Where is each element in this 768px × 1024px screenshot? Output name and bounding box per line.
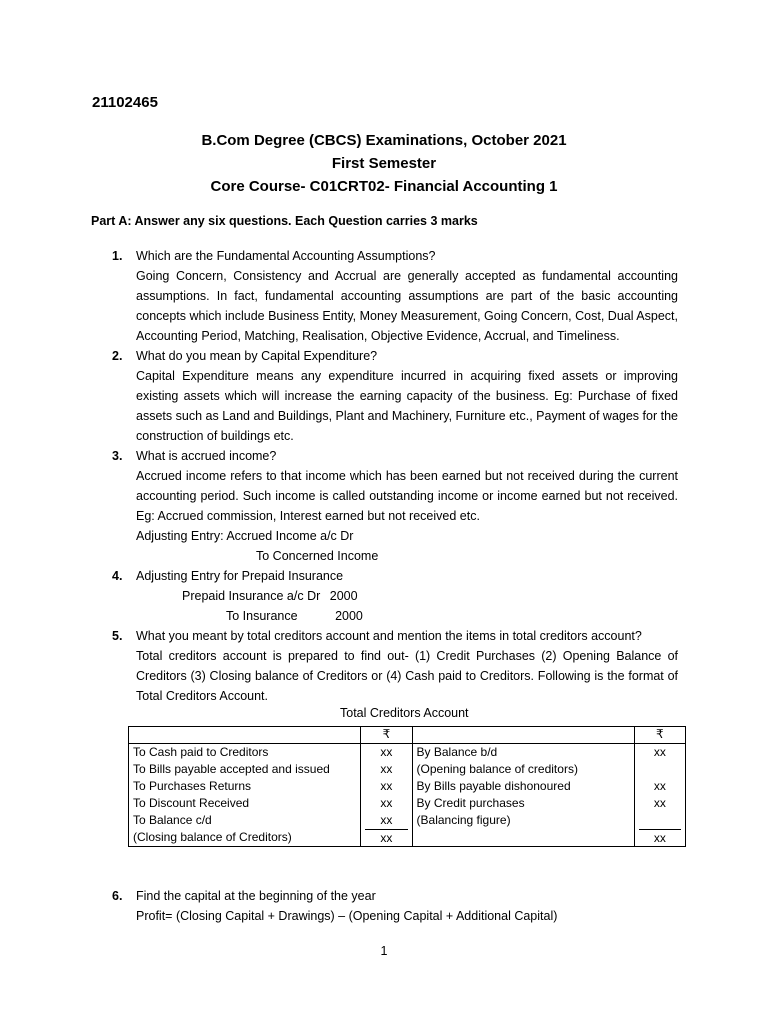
debit-items (129, 744, 361, 847)
debit-item: (Closing balance of Creditors) (133, 830, 292, 844)
credit-currency: ₹ (634, 727, 685, 744)
question-text: Find the capital at the beginning of the year (136, 889, 376, 903)
question-2 (112, 346, 678, 446)
semester-title: First Semester (331, 155, 437, 172)
question-1 (112, 246, 678, 346)
question-5 (112, 626, 678, 706)
debit-item: To Cash paid to Creditors (133, 745, 269, 759)
journal-entry-debit (182, 586, 678, 606)
entry-account: To Insurance (226, 609, 298, 623)
entry-account: Prepaid Insurance a/c Dr (182, 589, 321, 603)
debit-header (129, 727, 361, 744)
answer-text: Total creditors account is prepared to find out- (1) Credit Purchases (2) Opening Balance of Creditors (3) Closing balance of Creditors or (4) Cash paid to Creditors. Following is the format of Total Creditors Account. (136, 649, 678, 703)
debit-amount: xx (380, 745, 393, 759)
question-4 (112, 566, 678, 626)
debit-item: To Bills payable accepted and issued (133, 762, 330, 776)
answer-text: Going Concern, Consistency and Accrual are generally accepted as fundamental accounting assumptions. In fact, fundamental accounting assumptions are part of the basic accounting concepts which include Business Entity, Money Measurement, Going Concern, Cost, Dual Aspect, Accounting Period, Matching, Realisation, Objective Evidence, Accrual, and Timeliness. (136, 269, 678, 343)
credit-item: (Opening balance of creditors) (416, 762, 578, 776)
debit-currency: ₹ (361, 727, 412, 744)
credit-item: By Credit purchases (416, 796, 525, 810)
credit-amount: xx (653, 745, 666, 759)
journal-entry-credit (226, 606, 678, 626)
question-number: 6. (112, 889, 123, 903)
question-number: 3. (112, 449, 123, 463)
entry-amount: 2000 (329, 589, 358, 603)
debit-amount: xx (380, 796, 393, 810)
question-text: Which are the Fundamental Accounting Assumptions? (136, 249, 436, 263)
question-number: 1. (112, 249, 123, 263)
question-6 (112, 886, 678, 926)
credit-amounts (634, 744, 685, 847)
credit-amount (639, 812, 681, 829)
journal-entry-debit: Adjusting Entry: Accrued Income a/c Dr (136, 529, 354, 543)
credit-item: By Balance b/d (416, 745, 498, 759)
credit-amount (639, 761, 681, 778)
page-number: 1 (380, 944, 388, 958)
part-a-instructions: Part A: Answer any six questions. Each Question carries 3 marks (91, 214, 478, 228)
question-number: 2. (112, 349, 123, 363)
question-number: 5. (112, 629, 123, 643)
debit-item: To Balance c/d (133, 813, 212, 827)
answer-text: Capital Expenditure means any expenditure incurred in acquiring fixed assets or improving existing assets which will increase the earning capacity of the business. Eg: Purchase of fixed assets such as Land and Buildings, Plant and Machinery, Furniture etc., Payment of wages for the construction of buildings etc. (136, 369, 678, 443)
debit-item: To Discount Received (133, 796, 250, 810)
table-title: Total Creditors Account (340, 706, 469, 720)
debit-amounts (361, 744, 412, 847)
entry-amount: 2000 (335, 609, 363, 623)
answer-text: Accrued income refers to that income which has been earned but not received during the current accounting period. Such income is called outstanding income or income earned but not received. Eg: Accrued commission, Interest earned but not received etc. (136, 469, 678, 523)
table-body-row (129, 744, 686, 847)
question-number: 4. (112, 569, 123, 583)
register-number: 21102465 (92, 94, 158, 111)
debit-amount: xx (380, 762, 393, 776)
journal-entry-credit: To Concerned Income (256, 549, 379, 563)
credit-item: By Bills payable dishonoured (416, 779, 571, 793)
question-text: What do you mean by Capital Expenditure? (136, 349, 378, 363)
debit-amount: xx (380, 779, 393, 793)
credit-header (412, 727, 634, 744)
exam-title: B.Com Degree (CBCS) Examinations, October 2021 (201, 132, 567, 149)
total-creditors-account-table (128, 726, 686, 847)
credit-amount: xx (653, 779, 666, 793)
debit-total: xx (365, 829, 407, 846)
question-text: What is accrued income? (136, 449, 277, 463)
debit-amount: xx (380, 813, 393, 827)
question-3 (112, 446, 678, 566)
answer-text: Profit= (Closing Capital + Drawings) – (Opening Capital + Additional Capital) (136, 909, 558, 923)
credit-total: xx (639, 829, 681, 846)
course-title: Core Course- C01CRT02- Financial Accounting 1 (210, 178, 558, 195)
credit-item: (Balancing figure) (416, 813, 511, 827)
credit-items (412, 744, 634, 847)
table-header-row (129, 727, 686, 744)
question-text: What you meant by total creditors account and mention the items in total creditors account? (136, 629, 642, 643)
debit-item: To Purchases Returns (133, 779, 252, 793)
question-text: Adjusting Entry for Prepaid Insurance (136, 569, 344, 583)
credit-amount: xx (653, 796, 666, 810)
